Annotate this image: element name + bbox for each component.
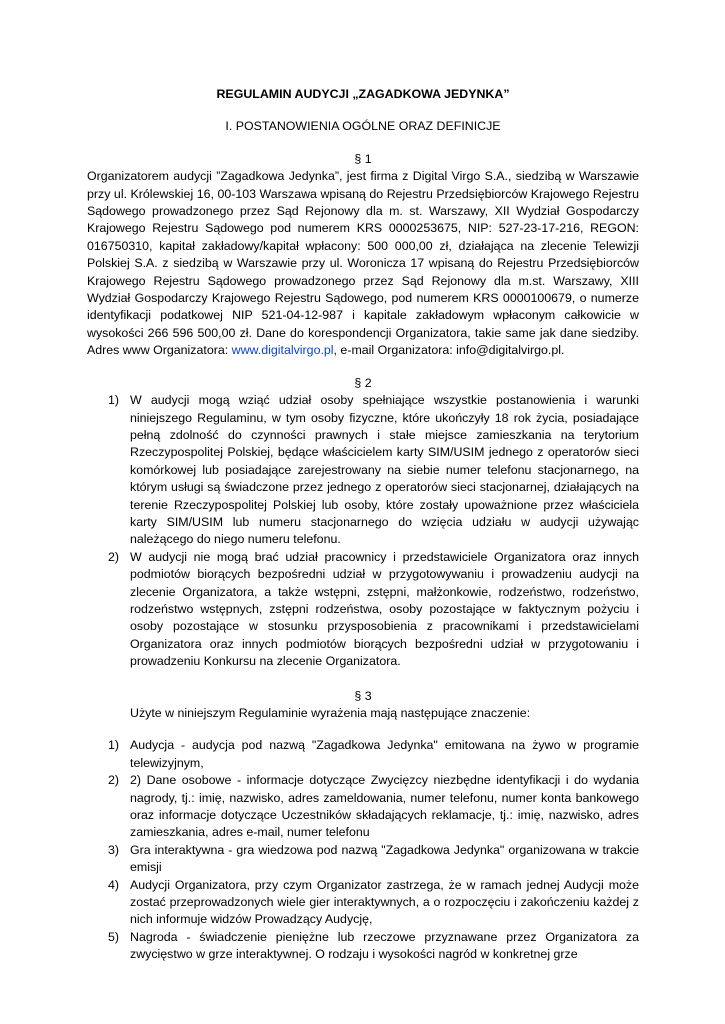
- list-item-number: 1): [108, 393, 120, 408]
- section-mark-3: § 3: [354, 688, 372, 703]
- list-item-number: 2): [108, 549, 120, 564]
- list-item-text: Gra interaktywna - gra wiedzowa pod nazwą "Zagadkowa Jedynka" organizowana w trakcie emisji: [130, 842, 639, 875]
- document-title: REGULAMIN AUDYCJI „ZAGADKOWA JEDYNKA”: [216, 87, 510, 101]
- section-mark-1: § 1: [354, 151, 372, 166]
- definitions-list: [87, 737, 639, 963]
- list-item: [87, 842, 639, 877]
- participation-list: [87, 392, 639, 671]
- organizer-website-link[interactable]: www.digitalvirgo.pl: [231, 343, 334, 358]
- document-body: [87, 86, 639, 964]
- organizer-text: Organizatorem audycji ”Zagadkowa Jedynka”, jest firma z Digital Virgo S.A., siedzibą w Warszawie przy ul. Królewskiej 16, 00-103 Warszawa wpisaną do Rejestru Przedsiębiorców Krajowego Rejestru Sądowego prowadzonego przez Sąd Rejonowy dla m. st. Warszawy, XII Wydział Gospodarczy Krajowego Rejestru Sądowego pod numerem KRS 0000253675, NIP: 527-23-17-216, REGON: 016750310, kapitał zakładowy/kapitał wpłacony: 500 000,00 zł, działająca na zlecenie Telewizji Polskiej S.A. z siedzibą w Warszawie przy ul. Woronicza 17 wpisaną do Rejestru Przedsiębiorców Krajowego Rejestru Sądowego prowadzonego przez Sąd Rejonowy dla m.st. Warszawy, XIII Wydział Gospodarczy Krajowego Rejestru Sądowego, pod numerem KRS 0000100679, o numerze identyfikacji podatkowej NIP 521-04-12-987 i kapitale zakładowym wpłaconym całkowicie w wysokości 266 596 500,00 zł. Dane do korespondencji Organizatora, takie same jak dane siedziby. Adres www Organizatora:: [87, 169, 639, 358]
- list-item-text: 2) Dane osobowe - informacje dotyczące Zwycięzcy niezbędne identyfikacji i do wydania nagrody, tj.: imię, nazwisko, adres zameldowania, numer telefonu, numer konta bankowego oraz informacje dotyczące Uczestników składających reklamacje, tj.: imię, nazwisko, adres zamieszkania, adres e-mail, numer telefonu: [130, 773, 639, 840]
- list-item-number: 5): [108, 929, 120, 944]
- list-item-number: 1): [108, 738, 120, 753]
- list-item-number: 2): [108, 773, 120, 788]
- list-item: [87, 929, 639, 964]
- list-item: [87, 549, 639, 671]
- list-item-number: 3): [108, 842, 120, 857]
- list-item-text: Audycja - audycja pod nazwą "Zagadkowa Jedynka" emitowana na żywo w programie telewizyjnym,: [130, 738, 639, 770]
- list-item: [87, 392, 639, 549]
- list-item: [87, 772, 639, 842]
- organizer-email-text: , e-mail Organizatora: info@digitalvirgo.pl.: [333, 343, 565, 358]
- list-item-text: Nagroda - świadczenie pieniężne lub rzeczowe przyznawane przez Organizatora za zwycięstwo w grze interaktywnej. O rodzaju i wysokości nagród w konkretnej grze: [130, 929, 639, 962]
- list-item: [87, 737, 639, 772]
- list-item-text: W audycji mogą wziąć udział osoby spełniające wszystkie postanowienia i warunki niniejszego Regulaminu, w tym osoby fizyczne, które ukończyły 18 rok życia, posiadające pełną zdolność do czynności prawnych i stałe miejsce zamieszkania na terytorium Rzeczypospolitej Polskiej, będące właścicielem karty SIM/USIM jednego z operatorów sieci komórkowej lub posiadające zarejestrowany na siebie numer telefonu stacjonarnego, na którym usługi są świadczone przez jednego z operatorów sieci stacjonarnej, działających na terenie Rzeczypospolitej Polskiej lub osoby, które zostały upoważnione przez właściciela karty SIM/USIM lub numeru stacjonarnego do wzięcia udziału w audycji używając należącego do niego numeru telefonu.: [130, 393, 639, 547]
- list-item-text: W audycji nie mogą brać udział pracownicy i przedstawiciele Organizatora oraz innych podmiotów biorących bezpośredni udział w przygotowywaniu i prowadzeniu audycji na zlecenie Organizatora, a także wstępni, zstępni, małżonkowie, rodzeństwo, rodzeństwo, rodzeństwo wstępnych, zstępni rodzeństwa, osoby pozostające w faktycznym pożyciu i osoby pozostające w stosunku przysposobienia z pracownikami i przedstawicielami Organizatora oraz innych podmiotów biorących bezpośredni udział w przygotowaniu i prowadzeniu Konkursu na zlecenie Organizatora.: [130, 549, 639, 669]
- paragraph-organizer: [87, 168, 639, 359]
- list-item-number: 4): [108, 877, 120, 892]
- list-item: [87, 877, 639, 929]
- section-heading: I. POSTANOWIENIA OGÓLNE ORAZ DEFINICJE: [225, 119, 501, 134]
- section-mark-2: § 2: [354, 375, 372, 390]
- list-item-text: Audycji Organizatora, przy czym Organizator zastrzega, że w ramach jednej Audycji może zostać przeprowadzonych wiele gier interaktywnych, a o rozpoczęciu i zakończeniu każdej z nich informuje widzów Prowadzący Audycję,: [130, 877, 639, 927]
- definitions-intro: Użyte w niniejszym Regulaminie wyrażenia mają następujące znaczenie:: [130, 706, 531, 720]
